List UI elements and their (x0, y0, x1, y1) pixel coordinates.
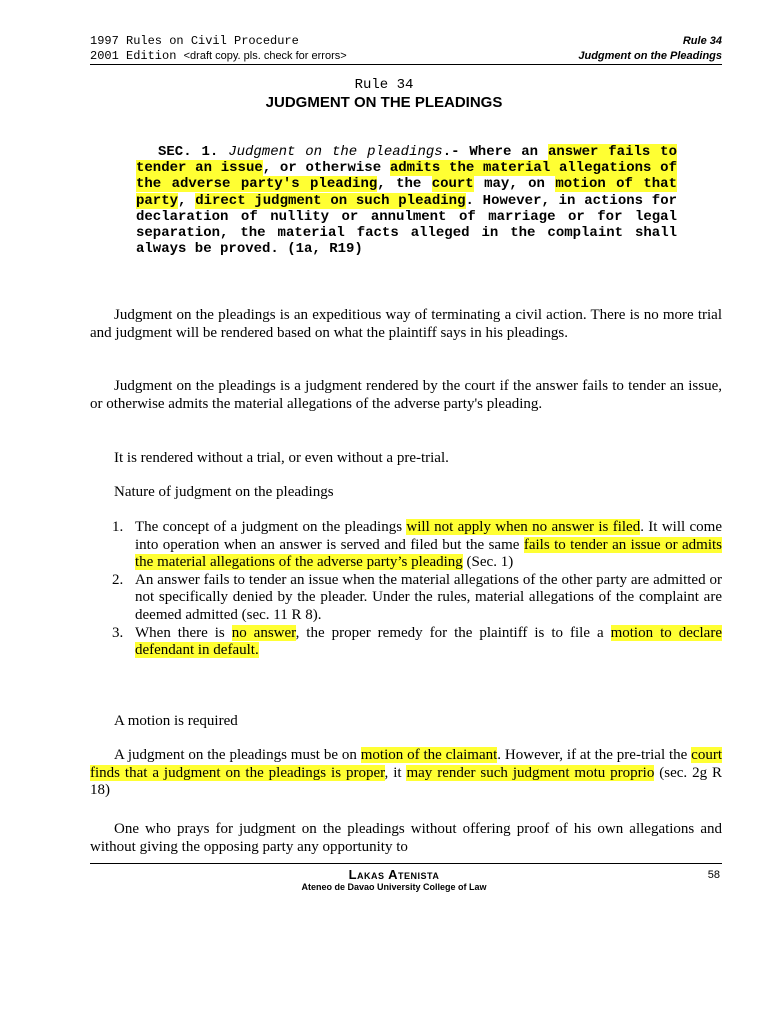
header-edition-label: 2001 Edition (90, 49, 184, 63)
header-rule-name: Judgment on the Pleadings (578, 50, 722, 62)
p6-text-2: . However, if at the pre-trial the (497, 747, 692, 763)
list-number: 2. (112, 571, 124, 588)
paragraph-definition: Judgment on the pleadings is a judgment rendered by the court if the answer fails to tender an issue, or otherwise admits the material allegations of the adverse party's pleading. (90, 378, 722, 412)
highlight-court-finds: court finds that a judgment on the pleadings is proper (90, 747, 722, 781)
highlight-fails-to-tender: fails to tender an issue or admits the material allegations of the adverse party’s pleading (135, 536, 722, 571)
nature-list (90, 519, 722, 660)
highlight-court: court (431, 176, 474, 193)
section-text-6: . However, in actions for declaration of nullity or annulment of marriage or for legal separation, the material facts alleged in the complaint shall always be proved. (1a, R19) (136, 192, 677, 258)
highlight-no-answer: no answer (231, 624, 296, 641)
item3-text-1: When there is (135, 624, 232, 641)
highlight-no-answer-filed: will not apply when no answer is filed (406, 519, 641, 535)
highlight-motion-default: motion to declare defendant in default. (135, 624, 722, 659)
section-dash: .- (442, 144, 470, 160)
header-draft-note: <draft copy. pls. check for errors> (183, 50, 347, 62)
footer-divider (90, 863, 722, 864)
page-title: JUDGMENT ON THE PLEADINGS (265, 94, 503, 111)
footer-subtitle: Ateneo de Davao University College of Law (301, 882, 487, 892)
item1-text-1: The concept of a judgment on the pleadings (135, 519, 407, 535)
rule-number: Rule 34 (354, 77, 414, 93)
highlight-motu-proprio: may render such judgment motu proprio (406, 764, 655, 781)
footer-title: Lakas Atenista (348, 867, 440, 882)
section-text-3: , the (377, 176, 432, 193)
item2-text: An answer fails to tender an issue when the material allegations of the other party are admitted or not specifically denied by the pleader. Under the rules, material allegations of the complaint are deemed admitted (sec. 11 R 8). (135, 571, 722, 623)
header-rule-number: Rule 34 (682, 35, 722, 47)
section-1-text (136, 144, 677, 257)
header-edition (90, 49, 347, 63)
item3-text-2: , the proper remedy for the plaintiff is to file a (295, 624, 611, 641)
paragraph-prays-judgment: One who prays for judgment on the pleadings without offering proof of his own allegations and without giving the opposing party any opportunity to (90, 821, 722, 855)
highlight-answer-fails: answer fails to tender an issue (136, 144, 677, 177)
section-text-2: , or otherwise (262, 160, 390, 177)
page-number: 58 (707, 869, 720, 881)
list-item (90, 519, 722, 572)
paragraph-expeditious: Judgment on the pleadings is an expeditious way of terminating a civil action. There is no more trial and judgment will be rendered based on what the plaintiff says in his pleadings. (90, 307, 722, 341)
subheading-nature: Nature of judgment on the pleadings (114, 484, 334, 500)
section-text-4: may, on (473, 176, 556, 193)
item1-text-2: . It will come into operation when an answer is served and filed but the same (135, 519, 722, 553)
section-title: Judgment on the pleadings (228, 144, 443, 160)
subheading-motion-required: A motion is required (114, 713, 238, 729)
p6-text-4: (sec. 2g R 18) (90, 764, 722, 799)
section-text-5: , (178, 192, 196, 209)
section-text-1: Where an (469, 144, 548, 160)
paragraph-motion-claimant (90, 747, 722, 800)
p6-text-3: , it (384, 764, 407, 781)
list-item (90, 625, 722, 660)
paragraph-without-trial: It is rendered without a trial, or even without a pre-trial. (114, 450, 449, 466)
highlight-admits-allegations: admits the material allegations of the adverse party's pleading (136, 160, 677, 193)
page-header (90, 34, 722, 64)
item1-text-3: (Sec. 1) (462, 554, 514, 571)
section-label: SEC. 1. (158, 144, 219, 160)
header-divider (90, 64, 722, 65)
highlight-direct-judgment: direct judgment on such pleading (195, 192, 466, 209)
list-number: 3. (112, 624, 124, 641)
list-item (90, 572, 722, 625)
highlight-motion-claimant: motion of the claimant (360, 747, 498, 763)
p6-text-1: A judgment on the pleadings must be on (114, 747, 361, 763)
list-number: 1. (112, 519, 124, 535)
highlight-motion-of-party: motion of that party (136, 176, 677, 209)
header-book-title: 1997 Rules on Civil Procedure (90, 34, 299, 48)
